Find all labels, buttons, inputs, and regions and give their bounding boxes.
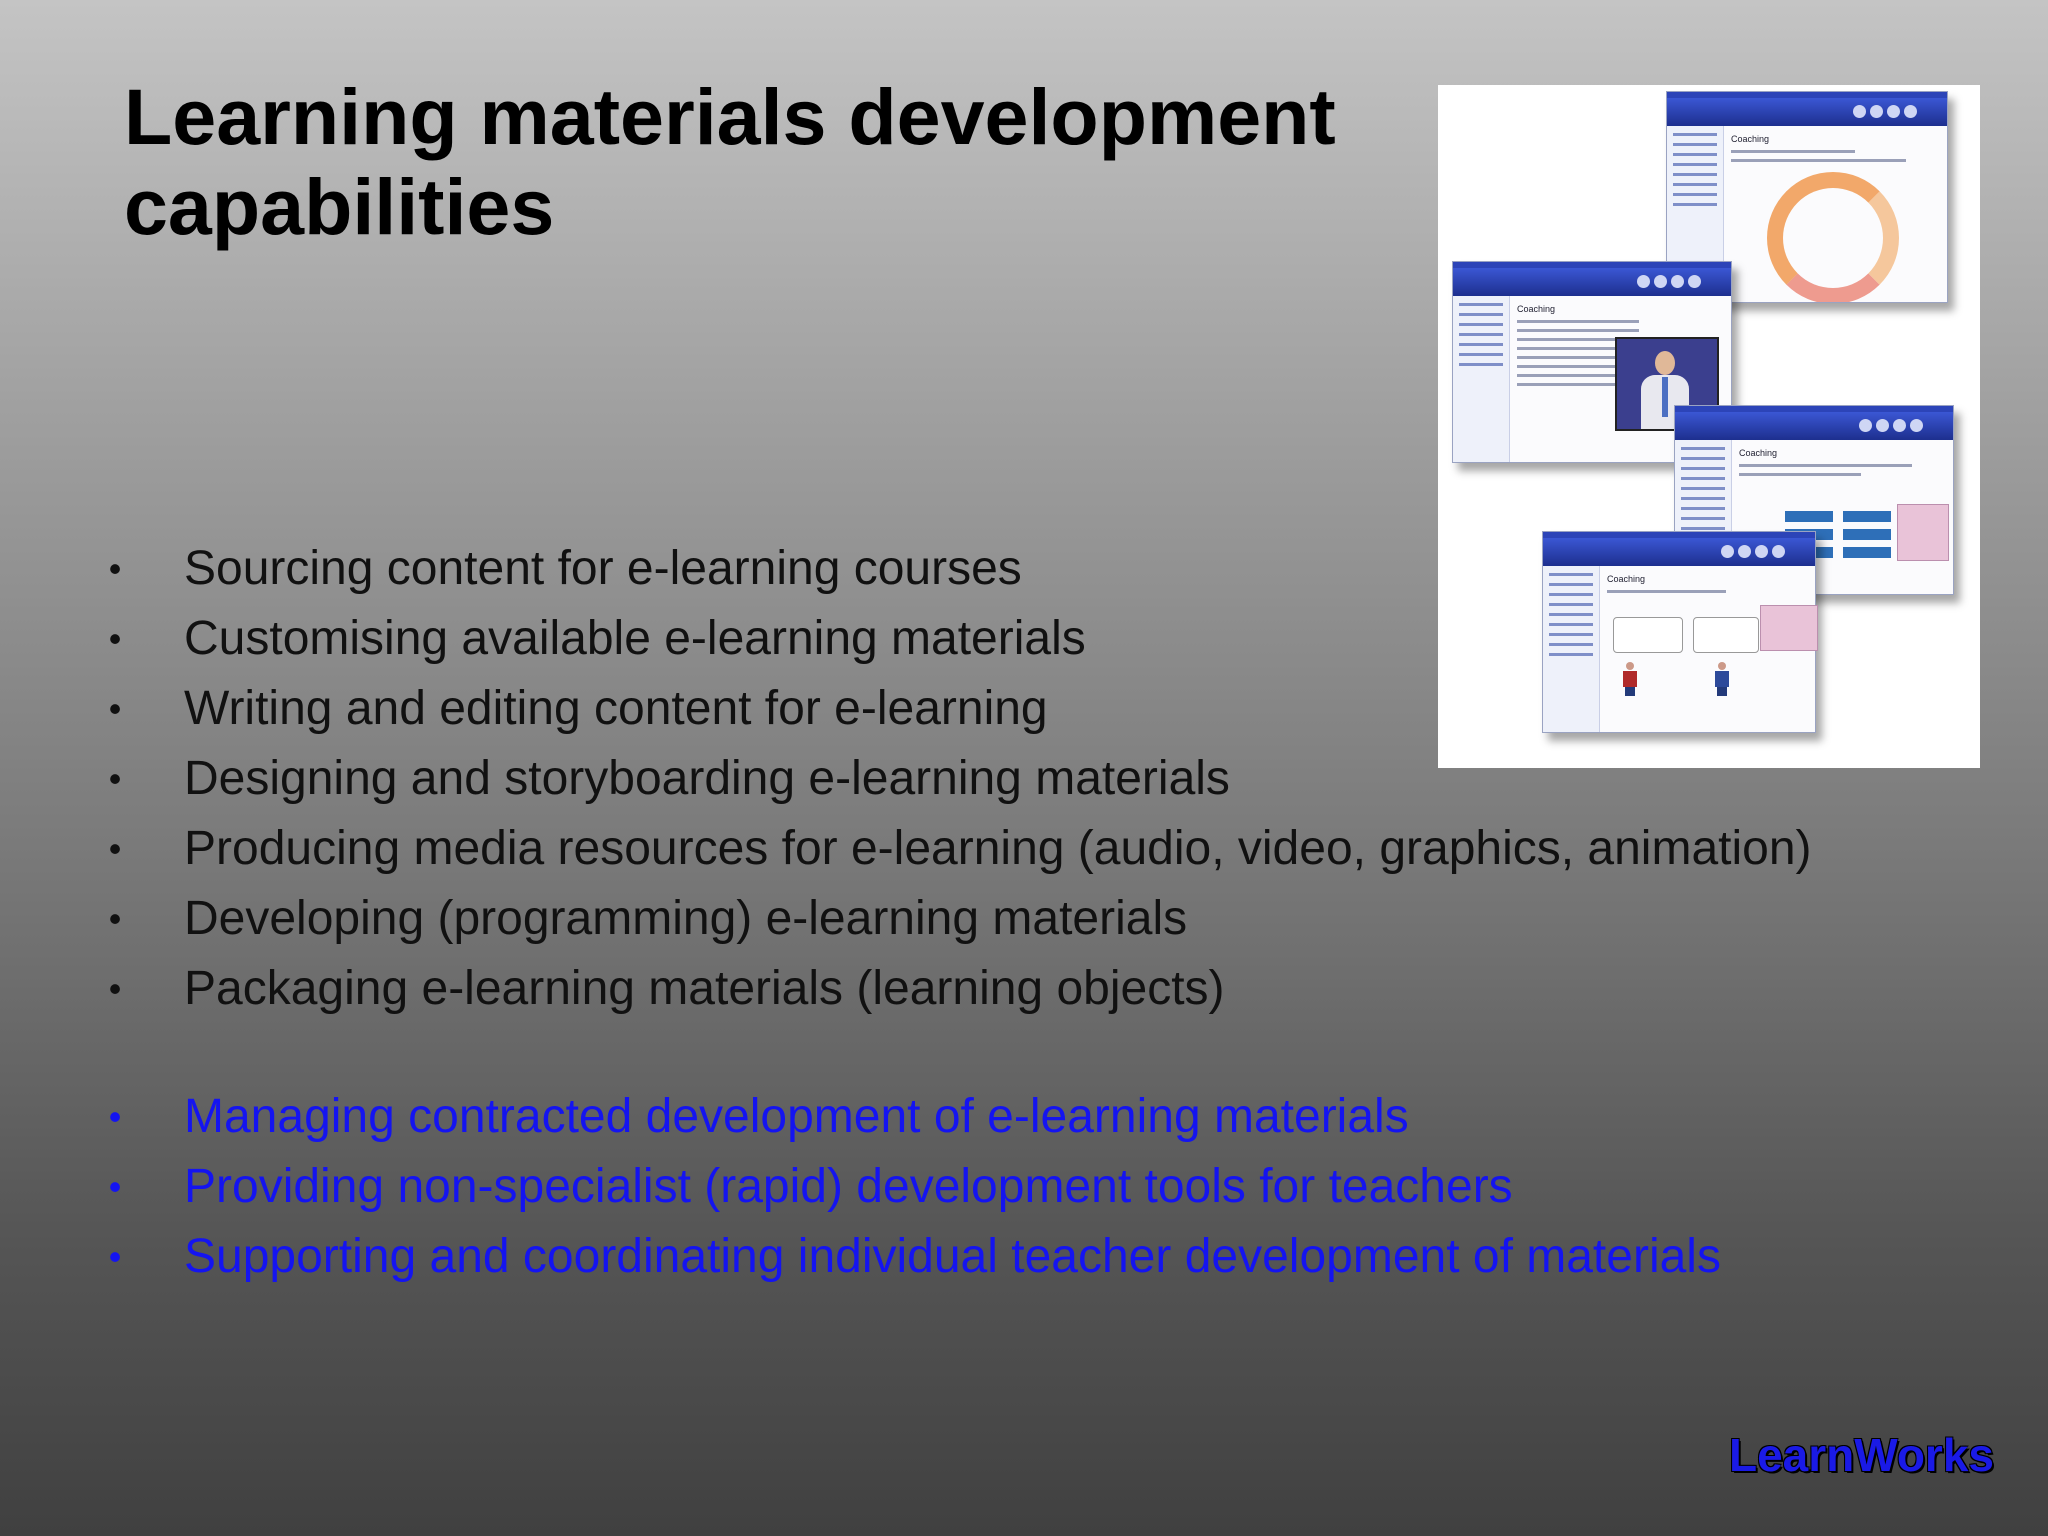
bullet-item (104, 674, 2004, 744)
highlighted-bullet-text: Supporting and coordinating individual teacher development of materials (184, 1230, 1721, 1283)
window-heading: Coaching (1739, 448, 1778, 458)
bullet-marker: • (108, 1096, 122, 1137)
bullet-marker: • (108, 1236, 122, 1277)
bullet-text: Writing and editing content for e-learning (184, 682, 1048, 735)
learnworks-logo: LearnWorks (1728, 1429, 1994, 1481)
window-heading: Coaching (1731, 134, 1770, 144)
window-heading: Coaching (1517, 304, 1556, 314)
bullet-text: Developing (programming) e-learning materials (184, 892, 1188, 945)
bullet-marker: • (108, 758, 122, 799)
bullet-marker: • (108, 1166, 122, 1207)
bullet-text: Sourcing content for e-learning courses (184, 542, 1022, 595)
bullet-item (104, 534, 2004, 604)
bullet-marker: • (108, 828, 122, 869)
slide-title: Learning materials development capabilities (124, 72, 1336, 251)
bullet-item (104, 884, 2004, 954)
bullet-text: Packaging e-learning materials (learning objects) (184, 962, 1225, 1015)
bullet-text: Producing media resources for e-learning (audio, video, graphics, animation) (184, 822, 1812, 875)
bullet-marker: • (108, 548, 122, 589)
bullet-marker: • (108, 688, 122, 729)
highlighted-bullet-text: Managing contracted development of e-learning materials (184, 1090, 1409, 1143)
bullet-text: Designing and storyboarding e-learning materials (184, 752, 1230, 805)
window-heading: Coaching (1607, 574, 1646, 584)
highlighted-bullet-text: Providing non-specialist (rapid) development tools for teachers (184, 1160, 1513, 1213)
highlighted-bullet-item (104, 1152, 2004, 1222)
bullet-item (104, 814, 2004, 884)
bullet-item (104, 954, 2004, 1024)
highlighted-bullet-item (104, 1222, 2004, 1292)
bullet-item (104, 744, 2004, 814)
bullet-item (104, 604, 2004, 674)
bullet-text: Customising available e-learning materials (184, 612, 1086, 665)
highlighted-bullet-item (104, 1082, 2004, 1152)
bullet-marker: • (108, 898, 122, 939)
bullet-marker: • (108, 968, 122, 1009)
bullet-marker: • (108, 618, 122, 659)
